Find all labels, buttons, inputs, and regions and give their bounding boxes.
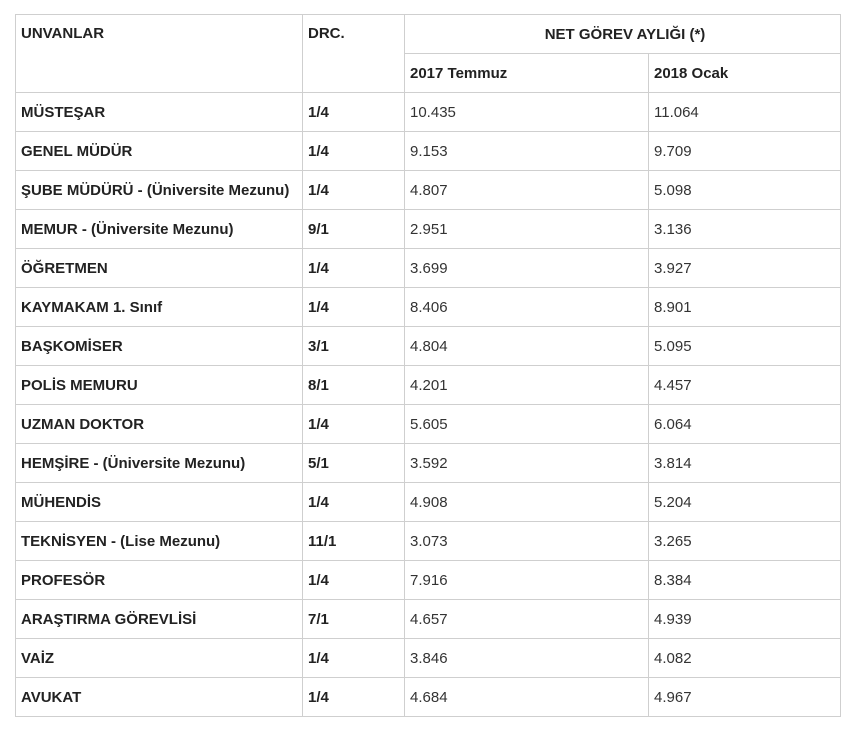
row-title-cell: PROFESÖR — [16, 561, 303, 600]
row-salary-2017-cell: 4.201 — [405, 366, 649, 405]
row-salary-2018-cell: 5.098 — [649, 171, 841, 210]
row-grade-cell: 1/4 — [303, 132, 405, 171]
row-salary-2017-cell: 4.807 — [405, 171, 649, 210]
row-grade-cell: 1/4 — [303, 249, 405, 288]
row-grade-cell: 1/4 — [303, 483, 405, 522]
salary-table — [15, 14, 841, 717]
row-title-cell: UZMAN DOKTOR — [16, 405, 303, 444]
row-salary-2017-cell: 4.908 — [405, 483, 649, 522]
row-salary-2018-cell: 4.967 — [649, 678, 841, 717]
table-row — [16, 678, 841, 717]
table-row — [16, 405, 841, 444]
row-grade-cell: 1/4 — [303, 93, 405, 132]
row-salary-2017-cell: 9.153 — [405, 132, 649, 171]
row-salary-2017-cell: 3.699 — [405, 249, 649, 288]
row-title-cell: AVUKAT — [16, 678, 303, 717]
table-row — [16, 171, 841, 210]
table-row — [16, 639, 841, 678]
row-salary-2017-cell: 4.804 — [405, 327, 649, 366]
row-grade-cell: 11/1 — [303, 522, 405, 561]
row-salary-2017-cell: 4.657 — [405, 600, 649, 639]
row-grade-cell: 7/1 — [303, 600, 405, 639]
row-grade-cell: 1/4 — [303, 288, 405, 327]
row-salary-2017-cell: 4.684 — [405, 678, 649, 717]
row-title-cell: MÜSTEŞAR — [16, 93, 303, 132]
table-row — [16, 327, 841, 366]
row-title-cell: MÜHENDİS — [16, 483, 303, 522]
row-title-cell: ARAŞTIRMA GÖREVLİSİ — [16, 600, 303, 639]
header-title-column: UNVANLAR — [16, 15, 303, 93]
table-row — [16, 93, 841, 132]
table-row — [16, 288, 841, 327]
row-title-cell: GENEL MÜDÜR — [16, 132, 303, 171]
table-row — [16, 444, 841, 483]
table-row — [16, 366, 841, 405]
row-salary-2018-cell: 11.064 — [649, 93, 841, 132]
header-row — [16, 15, 841, 54]
row-salary-2018-cell: 3.136 — [649, 210, 841, 249]
row-grade-cell: 1/4 — [303, 678, 405, 717]
row-salary-2017-cell: 2.951 — [405, 210, 649, 249]
row-salary-2018-cell: 5.204 — [649, 483, 841, 522]
table-row — [16, 561, 841, 600]
header-period-2018: 2018 Ocak — [649, 54, 841, 93]
row-salary-2017-cell: 5.605 — [405, 405, 649, 444]
row-title-cell: ŞUBE MÜDÜRÜ - (Üniversite Mezunu) — [16, 171, 303, 210]
row-salary-2017-cell: 10.435 — [405, 93, 649, 132]
row-salary-2017-cell: 7.916 — [405, 561, 649, 600]
row-grade-cell: 8/1 — [303, 366, 405, 405]
table-row — [16, 522, 841, 561]
row-salary-2018-cell: 8.384 — [649, 561, 841, 600]
row-grade-cell: 1/4 — [303, 405, 405, 444]
header-net-salary-group: NET GÖREV AYLIĞI (*) — [405, 15, 841, 54]
header-grade-column: DRC. — [303, 15, 405, 93]
table-row — [16, 210, 841, 249]
row-title-cell: VAİZ — [16, 639, 303, 678]
row-salary-2017-cell: 3.592 — [405, 444, 649, 483]
row-salary-2018-cell: 3.265 — [649, 522, 841, 561]
row-grade-cell: 5/1 — [303, 444, 405, 483]
row-salary-2018-cell: 4.457 — [649, 366, 841, 405]
row-salary-2018-cell: 9.709 — [649, 132, 841, 171]
row-salary-2018-cell: 4.082 — [649, 639, 841, 678]
row-salary-2017-cell: 3.073 — [405, 522, 649, 561]
row-grade-cell: 9/1 — [303, 210, 405, 249]
row-title-cell: TEKNİSYEN - (Lise Mezunu) — [16, 522, 303, 561]
row-grade-cell: 3/1 — [303, 327, 405, 366]
row-salary-2018-cell: 4.939 — [649, 600, 841, 639]
table-row — [16, 600, 841, 639]
row-title-cell: ÖĞRETMEN — [16, 249, 303, 288]
row-salary-2018-cell: 6.064 — [649, 405, 841, 444]
row-salary-2018-cell: 3.927 — [649, 249, 841, 288]
row-salary-2017-cell: 8.406 — [405, 288, 649, 327]
salary-table-body — [16, 15, 841, 717]
header-period-2017: 2017 Temmuz — [405, 54, 649, 93]
row-salary-2018-cell: 8.901 — [649, 288, 841, 327]
row-grade-cell: 1/4 — [303, 171, 405, 210]
table-row — [16, 249, 841, 288]
row-title-cell: MEMUR - (Üniversite Mezunu) — [16, 210, 303, 249]
row-title-cell: HEMŞİRE - (Üniversite Mezunu) — [16, 444, 303, 483]
row-salary-2018-cell: 3.814 — [649, 444, 841, 483]
row-title-cell: BAŞKOMİSER — [16, 327, 303, 366]
row-salary-2017-cell: 3.846 — [405, 639, 649, 678]
row-grade-cell: 1/4 — [303, 561, 405, 600]
row-title-cell: POLİS MEMURU — [16, 366, 303, 405]
table-row — [16, 483, 841, 522]
row-title-cell: KAYMAKAM 1. Sınıf — [16, 288, 303, 327]
table-row — [16, 132, 841, 171]
row-grade-cell: 1/4 — [303, 639, 405, 678]
row-salary-2018-cell: 5.095 — [649, 327, 841, 366]
